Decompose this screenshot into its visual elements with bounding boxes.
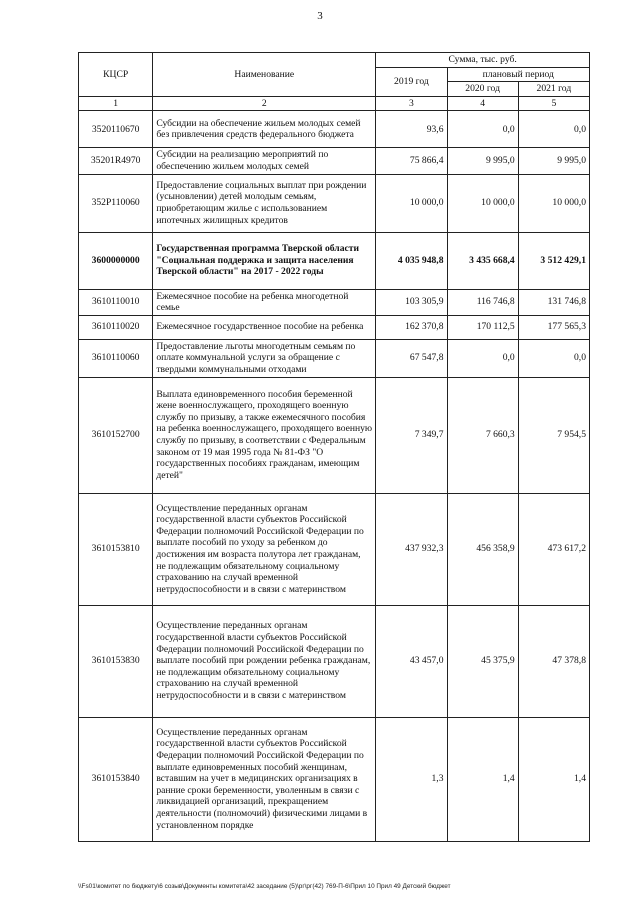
row-amount-2019: 75 866,4	[376, 148, 447, 174]
row-name: Ежемесячное пособие на ребенка многодетной семье	[153, 289, 376, 315]
column-index: 2	[153, 96, 376, 111]
row-amount-2020: 116 746,8	[447, 289, 518, 315]
header-year-2021: 2021 год	[518, 82, 589, 97]
row-amount-2020: 10 000,0	[447, 174, 518, 232]
row-amount-2020: 0,0	[447, 339, 518, 377]
row-amount-2020: 45 375,9	[447, 605, 518, 717]
column-index: 1	[79, 96, 153, 111]
row-amount-2019: 43 457,0	[376, 605, 447, 717]
column-index: 3	[376, 96, 447, 111]
row-amount-2021: 1,4	[518, 717, 589, 841]
row-amount-2019: 10 000,0	[376, 174, 447, 232]
row-amount-2020: 7 660,3	[447, 377, 518, 493]
row-name: Субсидии на реализацию мероприятий по обеспечению жильем молодых семей	[153, 148, 376, 174]
row-code: 3600000000	[79, 232, 153, 289]
row-code: 3520110670	[79, 111, 153, 148]
footer-file-path: \\Fs01\комитет по бюджету\6 созыв\Документы комитета\42 заседание (5)\рг\рг(42) 769-П-6\Прил 10 Прил 49 Детский бюджет	[78, 883, 451, 890]
table-row	[79, 717, 590, 841]
row-amount-2021: 131 746,8	[518, 289, 589, 315]
budget-table	[78, 52, 590, 842]
row-amount-2019: 1,3	[376, 717, 447, 841]
table-row	[79, 111, 590, 148]
row-name: Осуществление переданных органам государственной власти субъектов Российской Федерации полномочий Российской Федерации по выплате единовременных пособий женщинам, вставшим на учет в медицинских организациях в ранние сроки беременности, уволенным в связи с ликвидацией организаций, прекращением деятельности (полномочий) физическими лицами в установленном порядке	[153, 717, 376, 841]
row-code: 3610110010	[79, 289, 153, 315]
table-row	[79, 289, 590, 315]
row-name: Предоставление льготы многодетным семьям по оплате коммунальной услуги за обращение с твердыми коммунальными отходами	[153, 339, 376, 377]
row-amount-2019: 437 932,3	[376, 493, 447, 605]
row-code: 3610110060	[79, 339, 153, 377]
row-amount-2020: 456 358,9	[447, 493, 518, 605]
table-row	[79, 605, 590, 717]
row-name: Субсидии на обеспечение жильем молодых семей без привлечения средств федерального бюджета	[153, 111, 376, 148]
header-planning-period: плановый период	[447, 67, 590, 82]
row-code: 352P110060	[79, 174, 153, 232]
page-number: 3	[317, 10, 323, 22]
row-amount-2020: 0,0	[447, 111, 518, 148]
row-amount-2020: 170 112,5	[447, 315, 518, 339]
header-year-2019: 2019 год	[376, 67, 447, 96]
row-amount-2020: 1,4	[447, 717, 518, 841]
header-name: Наименование	[153, 53, 376, 97]
column-index: 4	[447, 96, 518, 111]
row-code: 3610153810	[79, 493, 153, 605]
row-name: Государственная программа Тверской области "Социальная поддержка и защита населения Тверской области" на 2017 - 2022 годы	[153, 232, 376, 289]
row-amount-2021: 3 512 429,1	[518, 232, 589, 289]
column-index: 5	[518, 96, 589, 111]
row-amount-2021: 177 565,3	[518, 315, 589, 339]
header-year-2020: 2020 год	[447, 82, 518, 97]
row-amount-2021: 473 617,2	[518, 493, 589, 605]
row-amount-2021: 0,0	[518, 111, 589, 148]
row-amount-2019: 67 547,8	[376, 339, 447, 377]
row-amount-2020: 3 435 668,4	[447, 232, 518, 289]
table-row	[79, 493, 590, 605]
row-amount-2019: 103 305,9	[376, 289, 447, 315]
table-row	[79, 339, 590, 377]
row-amount-2019: 7 349,7	[376, 377, 447, 493]
row-amount-2021: 10 000,0	[518, 174, 589, 232]
column-index-row	[79, 96, 590, 111]
row-amount-2021: 0,0	[518, 339, 589, 377]
row-code: 3610152700	[79, 377, 153, 493]
table-row	[79, 232, 590, 289]
row-amount-2019: 4 035 948,8	[376, 232, 447, 289]
row-name: Ежемесячное государственное пособие на ребенка	[153, 315, 376, 339]
row-amount-2019: 93,6	[376, 111, 447, 148]
row-name: Осуществление переданных органам государственной власти субъектов Российской Федерации полномочий Российской Федерации по выплате пособий по уходу за ребенком до достижения им возраста полутора лет гражданам, не подлежащим обязательному социальному страхованию на случай временной нетрудоспособности и в связи с материнством	[153, 493, 376, 605]
table-row	[79, 377, 590, 493]
row-name: Предоставление социальных выплат при рождении (усыновлении) детей молодым семьям, приобретающим жилье с использованием ипотечных жилищных кредитов	[153, 174, 376, 232]
row-code: 3610153840	[79, 717, 153, 841]
row-amount-2021: 7 954,5	[518, 377, 589, 493]
row-code: 35201R4970	[79, 148, 153, 174]
row-name: Выплата единовременного пособия беременной жене военнослужащего, проходящего военную службу по призыву, а также ежемесячного пособия на ребенка военнослужащего, проходящего военную службу по призыву, в соответствии с Федеральным законом от 19 мая 1995 года № 81-ФЗ "О государственных пособиях гражданам, имеющим детей"	[153, 377, 376, 493]
row-amount-2020: 9 995,0	[447, 148, 518, 174]
row-amount-2021: 9 995,0	[518, 148, 589, 174]
table-row	[79, 174, 590, 232]
header-sum: Сумма, тыс. руб.	[376, 53, 590, 68]
header-code: КЦСР	[79, 53, 153, 97]
table-row	[79, 148, 590, 174]
row-amount-2021: 47 378,8	[518, 605, 589, 717]
table-row	[79, 315, 590, 339]
row-name: Осуществление переданных органам государственной власти субъектов Российской Федерации полномочий Российской Федерации по выплате пособий при рождении ребенка гражданам, не подлежащим обязательному социальному страхованию на случай временной нетрудоспособности и в связи с материнством	[153, 605, 376, 717]
row-code: 3610110020	[79, 315, 153, 339]
row-code: 3610153830	[79, 605, 153, 717]
row-amount-2019: 162 370,8	[376, 315, 447, 339]
